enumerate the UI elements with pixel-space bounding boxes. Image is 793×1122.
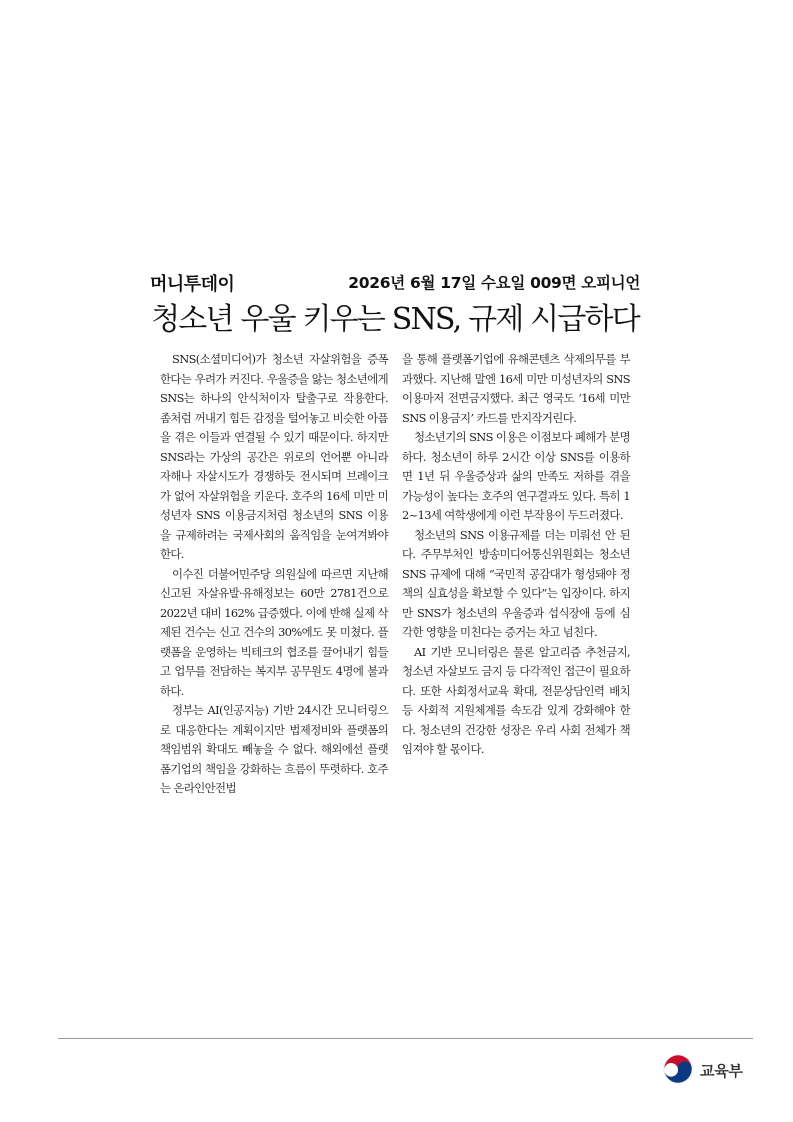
issue-info: 2026년 6월 17일 수요일 009면 오피니언 (348, 274, 640, 292)
article-column-right (402, 350, 630, 760)
article-column-left (160, 350, 388, 799)
taegeuk-icon (661, 1052, 695, 1086)
ministry-logo (661, 1050, 761, 1090)
article-paragraph: AI 기반 모니터링은 물론 알고리즘 추천금지, 청소년 자살보도 금지 등 다각적인 접근이 필요하다. 또한 사회정서교육 확대, 전문상담인력 배치 등 사회적 지원체계를 속도감 있게 강화해야 한다. 청소년의 건강한 성장은 우리 사회 전체가 책임져야 할 몫이다. (402, 644, 630, 756)
article-paragraph: 정부는 AI(인공지능) 기반 24시간 모니터링으로 대응한다는 계획이지만 법제정비와 플랫폼의 책임범위 확대도 빼놓을 수 없다. 해외에선 플랫폼기업의 책임을 강화하는 흐름이 뚜렷하다. 호주는 온라인안전법 (160, 703, 388, 795)
newspaper-name: 머니투데이 (150, 274, 235, 295)
article-paragraph: 이수진 더불어민주당 의원실에 따르면 지난해 신고된 자살유발·유해정보는 60만 2781건으로 2022년 대비 162% 급증했다. 이에 반해 실제 삭제된 건수는 신고 건수의 30%에도 못 미쳤다. 플랫폼을 운영하는 빅테크의 협조를 끌어내기 힘들고 업무를 전담하는 복지부 공무원도 4명에 불과하다. (160, 566, 388, 698)
article-paragraph: SNS(소셜미디어)가 청소년 자살위험을 증폭한다는 우려가 커진다. 우울증을 앓는 청소년에게 SNS는 하나의 안식처이자 탈출구로 작용한다. 좀처럼 꺼내기 힘든 감정을 털어놓고 비슷한 아픔을 겪은 이들과 연결될 수 있기 때문이다. 하지만 SNS라는 가상의 공간은 위로의 언어뿐 아니라 자해나 자살시도가 경쟁하듯 전시되며 브레이크가 없어 자살위험을 키운다. 호주의 16세 미만 미성년자 SNS 이용금지처럼 청소년의 SNS 이용을 규제하려는 국제사회의 움직임을 눈여겨봐야 한다. (160, 352, 388, 561)
masthead (150, 270, 640, 296)
ministry-name: 교육부 (700, 1062, 743, 1080)
article-paragraph: 청소년기의 SNS 이용은 이점보다 폐해가 분명하다. 청소년이 하루 2시간 이상 SNS를 이용하면 1년 뒤 우울증상과 삶의 만족도 저하를 겪을 가능성이 높다는 호주의 연구결과도 있다. 특히 12~13세 여학생에게 이런 부작용이 두드러졌다. (402, 430, 630, 522)
article-paragraph: 청소년의 SNS 이용규제를 더는 미뤄선 안 된다. 주무부처인 방송미디어통신위원회는 청소년 SNS 규제에 대해 “국민적 공감대가 형성돼야 정책의 실효성을 확보할 수 있다”는 입장이다. 하지만 SNS가 청소년의 우울증과 섭식장애 등에 심각한 영향을 미친다는 증거는 차고 넘친다. (402, 527, 630, 639)
article-headline: 청소년 우울 키우는 SNS, 규제 시급하다 (151, 302, 639, 337)
article-paragraph: 을 통해 플랫폼기업에 유해콘텐츠 삭제의무를 부과했다. 지난해 말엔 16세 미만 미성년자의 SNS 이용마저 전면금지했다. 최근 영국도 ‘16세 미만 SNS 이용금지’ 카드를 만지작거린다. (402, 352, 630, 425)
footer-divider (58, 1038, 753, 1039)
